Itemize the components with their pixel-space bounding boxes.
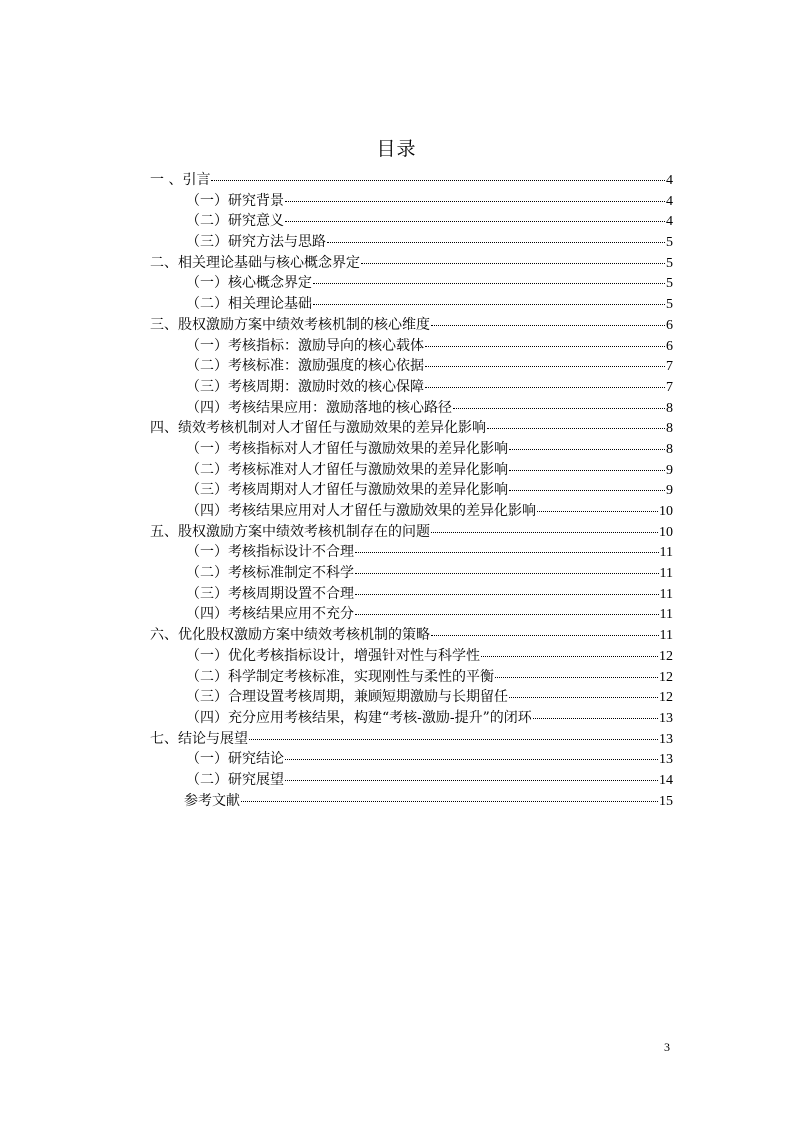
toc-entry[interactable]	[150, 604, 673, 625]
toc-entry[interactable]	[150, 294, 673, 315]
toc-entry-label: 二、相关理论基础与核心概念界定	[150, 254, 360, 271]
toc-dot-leader	[327, 241, 665, 243]
toc-entry-label: （三）考核周期：激励时效的核心保障	[186, 378, 424, 395]
toc-entry-label: （四）考核结果应用不充分	[186, 606, 354, 623]
toc-dot-leader	[487, 427, 665, 429]
toc-dot-leader	[313, 303, 665, 305]
toc-entry-page: 5	[666, 276, 673, 292]
toc-dot-leader	[425, 345, 665, 347]
toc-entry-page: 8	[666, 400, 673, 416]
toc-dot-leader	[431, 634, 659, 636]
toc-entry[interactable]	[150, 460, 673, 481]
toc-entry-label: （四）考核结果应用对人才留任与激励效果的差异化影响	[186, 503, 536, 519]
toc-dot-leader	[431, 531, 658, 533]
toc-entry-label: 三、股权激励方案中绩效考核机制的核心维度	[150, 316, 430, 333]
toc-dot-leader	[361, 262, 665, 264]
toc-entry[interactable]	[150, 791, 673, 812]
toc-entry[interactable]	[150, 667, 673, 688]
toc-entry-page: 11	[659, 566, 673, 582]
toc-dot-leader	[285, 220, 665, 222]
toc-entry-page: 13	[659, 731, 673, 747]
page-number: 3	[664, 1040, 670, 1054]
toc-dot-leader	[481, 655, 658, 657]
toc-entry-page: 11	[659, 628, 673, 644]
toc-dot-leader	[533, 717, 658, 719]
toc-entry-label: 六、优化股权激励方案中绩效考核机制的策略	[150, 627, 430, 644]
toc-entry[interactable]	[150, 377, 673, 398]
toc-entry-label: （四）充分应用考核结果，构建“考核-激励-提升”的闭环	[186, 709, 532, 726]
toc-dot-leader	[249, 738, 658, 740]
toc-entry-page: 15	[659, 793, 673, 809]
toc-entry-page: 4	[666, 214, 673, 230]
toc-dot-leader	[355, 551, 659, 553]
toc-entry-page: 10	[659, 504, 673, 519]
toc-entry[interactable]	[150, 253, 673, 274]
toc-dot-leader	[495, 676, 658, 678]
toc-entry[interactable]	[150, 232, 673, 253]
toc-entry-label: 参考文献	[184, 792, 240, 809]
toc-entry-page: 6	[666, 317, 673, 333]
toc-dot-leader	[425, 386, 665, 388]
toc-dot-leader	[537, 510, 658, 512]
toc-entry[interactable]	[150, 480, 673, 501]
toc-dot-leader	[425, 365, 665, 367]
toc-dot-leader	[431, 324, 665, 326]
toc-entry[interactable]	[150, 584, 673, 605]
toc-dot-leader	[509, 696, 658, 698]
toc-entry-page: 7	[666, 359, 673, 375]
toc-entry-page: 11	[659, 607, 673, 623]
toc-entry-page: 6	[666, 338, 673, 354]
toc-dot-leader	[285, 779, 658, 781]
toc-entry-label: （二）考核标准：激励强度的核心依据	[186, 358, 424, 375]
toc-entry-page: 13	[659, 752, 673, 768]
toc-entry-label: （三）研究方法与思路	[186, 234, 326, 251]
toc-dot-leader	[509, 489, 665, 491]
toc-entry-label: （一）考核指标对人才留任与激励效果的差异化影响	[186, 440, 508, 457]
toc-entry-page: 4	[666, 173, 673, 188]
toc-dot-leader	[355, 593, 659, 595]
toc-dot-leader	[509, 469, 665, 471]
toc-entry-page: 11	[659, 545, 673, 561]
toc-entry-label: 七、结论与展望	[150, 730, 248, 747]
toc-entry[interactable]	[150, 625, 673, 646]
toc-entry-label: （三）合理设置考核周期，兼顾短期激励与长期留任	[186, 689, 508, 706]
toc-entry-page: 11	[659, 586, 673, 602]
toc-entry[interactable]	[150, 708, 673, 729]
toc-entry-page: 4	[666, 193, 673, 209]
toc-entry[interactable]	[150, 398, 673, 419]
toc-entry-page: 14	[659, 772, 673, 788]
toc-entry-label: （一）研究背景	[186, 192, 284, 209]
toc-title: 目录	[376, 138, 417, 160]
toc-entry-label: （二）科学制定考核标准，实现刚性与柔性的平衡	[186, 668, 494, 685]
toc-entry-page: 9	[666, 462, 673, 478]
toc-dot-leader	[509, 448, 665, 450]
toc-entry[interactable]	[150, 522, 673, 543]
toc-entry[interactable]	[150, 542, 673, 563]
toc-entry-label: （三）考核周期设置不合理	[186, 585, 354, 602]
toc-entry-page: 8	[666, 421, 673, 437]
toc-entry-label: （二）研究意义	[186, 213, 284, 230]
toc-dot-leader	[211, 179, 665, 181]
toc-entry-page: 13	[659, 710, 673, 726]
toc-entry-label: （二）考核标准对人才留任与激励效果的差异化影响	[186, 461, 508, 478]
toc-dot-leader	[241, 800, 658, 802]
toc-entry[interactable]	[150, 563, 673, 584]
toc-entry-label: 四、绩效考核机制对人才留任与激励效果的差异化影响	[150, 420, 486, 437]
toc-entry[interactable]	[150, 315, 673, 336]
toc-entry[interactable]	[150, 191, 673, 212]
toc-entry-page: 9	[666, 483, 673, 499]
toc-entry-page: 10	[659, 524, 673, 540]
toc-dot-leader	[285, 758, 658, 760]
toc-entry[interactable]	[150, 356, 673, 377]
toc-entry-label: 五、股权激励方案中绩效考核机制存在的问题	[150, 523, 430, 540]
toc-entry-page: 12	[659, 669, 673, 685]
toc-entry[interactable]	[150, 770, 673, 791]
toc-entry[interactable]	[150, 211, 673, 232]
toc-entry-label: 一 、引言	[150, 172, 211, 188]
toc-entry-label: （一）核心概念界定	[186, 275, 312, 292]
toc-dot-leader	[285, 200, 665, 202]
toc-entry[interactable]	[150, 170, 673, 191]
toc-entry-label: （三）考核周期对人才留任与激励效果的差异化影响	[186, 482, 508, 499]
toc-entry[interactable]	[150, 501, 673, 522]
toc-entry-label: （二）研究展望	[186, 771, 284, 788]
toc-entry[interactable]	[150, 749, 673, 770]
toc-entry[interactable]	[150, 418, 673, 439]
toc-entry-page: 7	[666, 379, 673, 395]
toc-entry-page: 5	[666, 255, 673, 271]
toc-dot-leader	[355, 572, 659, 574]
toc-entry[interactable]	[150, 336, 673, 357]
toc-entry-page: 8	[666, 441, 673, 457]
toc-entry-label: （二）考核标准制定不科学	[186, 565, 354, 582]
toc-entry-page: 12	[659, 648, 673, 664]
toc-entry-label: （二）相关理论基础	[186, 296, 312, 313]
toc-entry-page: 12	[659, 690, 673, 706]
toc-list	[150, 170, 673, 811]
toc-entry-label: （一）优化考核指标设计，增强针对性与科学性	[186, 647, 480, 664]
toc-entry[interactable]	[150, 687, 673, 708]
toc-dot-leader	[313, 282, 665, 284]
toc-entry[interactable]	[150, 729, 673, 750]
toc-dot-leader	[355, 613, 659, 615]
toc-dot-leader	[453, 407, 665, 409]
toc-entry-label: （四）考核结果应用：激励落地的核心路径	[186, 399, 452, 416]
toc-entry-label: （一）研究结论	[186, 751, 284, 768]
toc-entry-page: 5	[666, 235, 673, 251]
toc-entry[interactable]	[150, 439, 673, 460]
toc-entry-label: （一）考核指标设计不合理	[186, 544, 354, 561]
toc-entry[interactable]	[150, 646, 673, 667]
toc-entry-label: （一）考核指标：激励导向的核心载体	[186, 337, 424, 354]
toc-entry[interactable]	[150, 273, 673, 294]
toc-entry-page: 5	[666, 297, 673, 313]
